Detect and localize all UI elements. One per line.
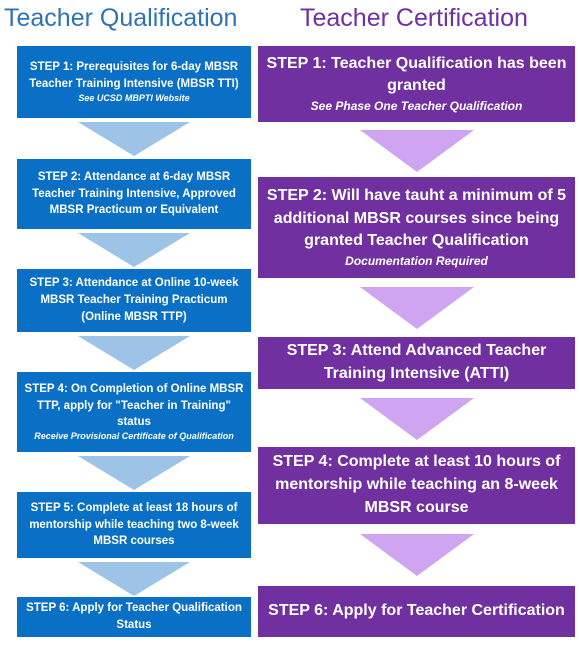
certification-step-6-text: STEP 6: Apply for Teacher Certification xyxy=(268,602,565,620)
certification-step-2-note: Documentation Required xyxy=(345,254,488,269)
certification-step-4-text: STEP 4: Complete at least 10 hours of mentorship while teaching an 8-week MBSR course xyxy=(272,453,561,516)
qualification-step-4-text: STEP 4: On Completion of Online MBSR TTP, apply for "Teacher in Training" status xyxy=(24,383,244,429)
qualification-arrow-2 xyxy=(78,233,190,267)
qualification-step-4-box xyxy=(17,372,251,452)
qualification-step-4-note: Receive Provisional Certificate of Qualification xyxy=(34,431,234,442)
qualification-step-1-box xyxy=(17,46,251,118)
qualification-step-2-text: STEP 2: Attendance at 6-day MBSR Teacher Training Intensive, Approved MBSR Practicum or Equivalent xyxy=(32,170,236,217)
qualification-arrow-4 xyxy=(78,456,190,490)
qualification-step-6-text: STEP 6: Apply for Teacher Qualification Status xyxy=(26,602,242,631)
certification-column-title: Teacher Certification xyxy=(300,4,528,32)
qualification-step-5-box xyxy=(17,492,251,558)
certification-arrow-4 xyxy=(360,534,474,576)
certification-arrow-1 xyxy=(360,130,474,172)
qualification-step-5-text: STEP 5: Complete at least 18 hours of mentorship while teaching two 8-week MBSR courses xyxy=(29,501,239,548)
certification-step-4-box xyxy=(258,447,575,524)
certification-step-1-box xyxy=(258,46,575,122)
certification-step-1-note: See Phase One Teacher Qualification xyxy=(310,99,523,114)
qualification-arrow-3 xyxy=(78,336,190,370)
qualification-arrow-1 xyxy=(78,122,190,156)
certification-step-6-box xyxy=(258,586,575,637)
certification-step-2-box xyxy=(258,177,575,278)
qualification-step-1-text: STEP 1: Prerequisites for 6-day MBSR Teacher Training Intensive (MBSR TTI) xyxy=(29,61,239,91)
certification-arrow-2 xyxy=(360,287,474,329)
qualification-step-2-box xyxy=(17,159,251,229)
certification-step-2-text: STEP 2: Will have tauht a minimum of 5 additional MBSR courses since being granted Teacher Qualification xyxy=(266,186,567,250)
qualification-step-3-text: STEP 3: Attendance at Online 10-week MBSR Teacher Training Practicum (Online MBSR TTP) xyxy=(29,277,239,323)
certification-step-3-text: STEP 3: Attend Advanced Teacher Training Intensive (ATTI) xyxy=(286,342,547,382)
qualification-step-1-note: See UCSD MBPTI Website xyxy=(78,92,190,103)
qualification-column-title: Teacher Qualification xyxy=(4,4,238,32)
qualification-step-3-box xyxy=(17,269,251,332)
certification-arrow-3 xyxy=(360,398,474,440)
certification-step-1-text: STEP 1: Teacher Qualification has been granted xyxy=(266,54,567,95)
qualification-step-6-box xyxy=(17,597,251,637)
certification-step-3-box xyxy=(258,337,575,389)
qualification-arrow-5 xyxy=(78,562,190,596)
